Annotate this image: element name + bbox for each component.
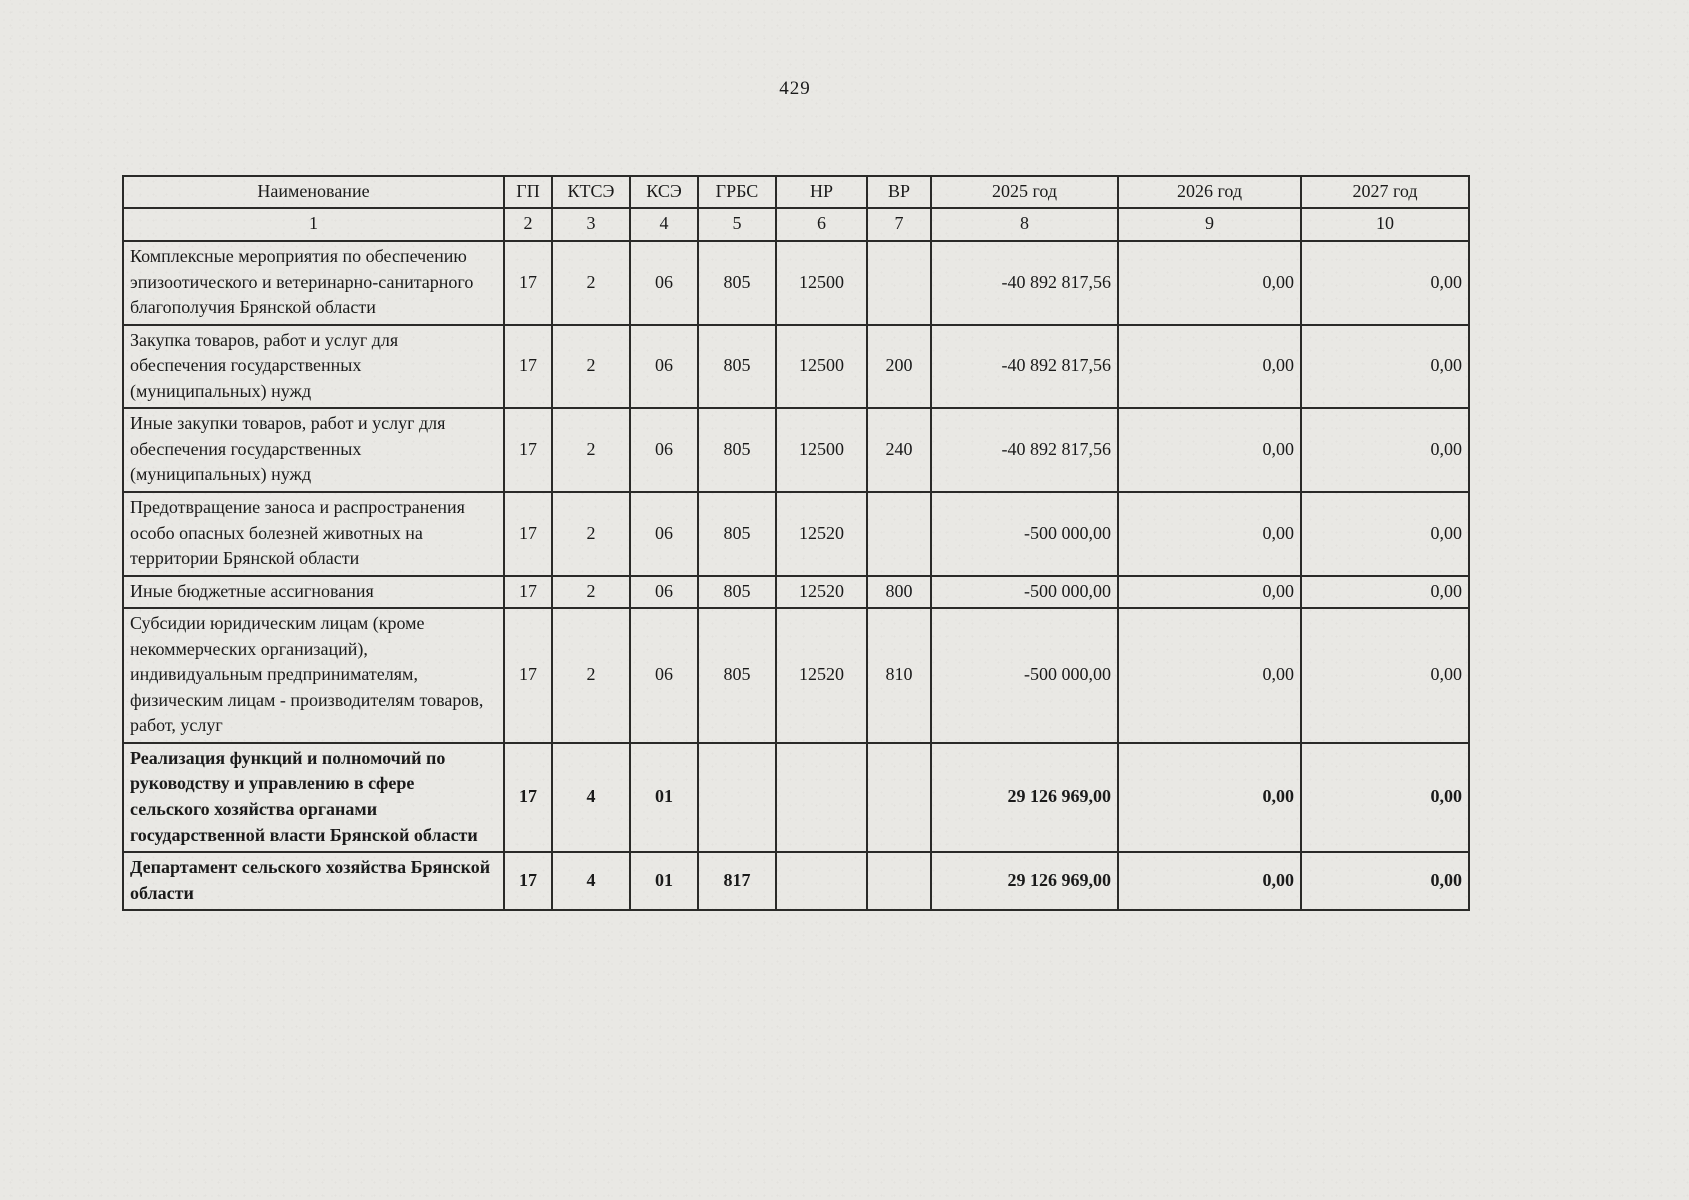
cell-2026: 0,00 — [1118, 492, 1301, 576]
table-row — [123, 852, 1469, 910]
cell-vr — [867, 492, 931, 576]
cell-vr: 240 — [867, 408, 931, 492]
column-header: НР — [776, 176, 867, 208]
column-number: 6 — [776, 208, 867, 242]
cell-grbs: 805 — [698, 608, 776, 743]
column-number: 2 — [504, 208, 552, 242]
column-number: 9 — [1118, 208, 1301, 242]
cell-nr: 12520 — [776, 576, 867, 609]
cell-2025: 29 126 969,00 — [931, 852, 1118, 910]
cell-name: Иные закупки товаров, работ и услуг для обеспечения государственных (муниципальных) нужд — [123, 408, 504, 492]
column-number: 1 — [123, 208, 504, 242]
cell-2027: 0,00 — [1301, 852, 1469, 910]
cell-nr: 12500 — [776, 408, 867, 492]
table-row — [123, 492, 1469, 576]
column-header: Наименование — [123, 176, 504, 208]
cell-ktse: 4 — [552, 852, 630, 910]
column-header: ВР — [867, 176, 931, 208]
cell-nr: 12500 — [776, 241, 867, 325]
cell-2026: 0,00 — [1118, 576, 1301, 609]
page-number: 429 — [779, 78, 811, 99]
cell-2025: 29 126 969,00 — [931, 743, 1118, 852]
cell-2026: 0,00 — [1118, 241, 1301, 325]
cell-2027: 0,00 — [1301, 743, 1469, 852]
header-row — [123, 176, 1469, 208]
cell-gp: 17 — [504, 852, 552, 910]
cell-2025: -40 892 817,56 — [931, 325, 1118, 409]
cell-nr: 12520 — [776, 608, 867, 743]
cell-grbs: 805 — [698, 325, 776, 409]
cell-2026: 0,00 — [1118, 325, 1301, 409]
cell-gp: 17 — [504, 743, 552, 852]
cell-grbs: 817 — [698, 852, 776, 910]
cell-ktse: 2 — [552, 325, 630, 409]
cell-nr — [776, 852, 867, 910]
cell-grbs: 805 — [698, 492, 776, 576]
cell-name: Комплексные мероприятия по обеспечению эпизоотического и ветеринарно-санитарного благополучия Брянской области — [123, 241, 504, 325]
cell-name: Департамент сельского хозяйства Брянской области — [123, 852, 504, 910]
table-row — [123, 743, 1469, 852]
cell-vr: 810 — [867, 608, 931, 743]
cell-2027: 0,00 — [1301, 576, 1469, 609]
cell-grbs: 805 — [698, 576, 776, 609]
cell-gp: 17 — [504, 241, 552, 325]
cell-2027: 0,00 — [1301, 492, 1469, 576]
cell-gp: 17 — [504, 492, 552, 576]
cell-gp: 17 — [504, 608, 552, 743]
column-header: ГРБС — [698, 176, 776, 208]
cell-vr — [867, 241, 931, 325]
cell-kse: 01 — [630, 852, 698, 910]
table-row — [123, 576, 1469, 609]
cell-ktse: 2 — [552, 408, 630, 492]
cell-nr: 12500 — [776, 325, 867, 409]
cell-kse: 06 — [630, 408, 698, 492]
cell-name: Предотвращение заноса и распространения особо опасных болезней животных на территории Брянской области — [123, 492, 504, 576]
cell-2026: 0,00 — [1118, 408, 1301, 492]
table-row — [123, 241, 1469, 325]
cell-ktse: 2 — [552, 492, 630, 576]
cell-kse: 06 — [630, 576, 698, 609]
column-number: 7 — [867, 208, 931, 242]
column-header: 2025 год — [931, 176, 1118, 208]
cell-name: Иные бюджетные ассигнования — [123, 576, 504, 609]
cell-2026: 0,00 — [1118, 608, 1301, 743]
column-number: 10 — [1301, 208, 1469, 242]
cell-ktse: 2 — [552, 576, 630, 609]
cell-2027: 0,00 — [1301, 325, 1469, 409]
cell-vr: 200 — [867, 325, 931, 409]
table-row — [123, 608, 1469, 743]
cell-name: Реализация функций и полномочий по руководству и управлению в сфере сельского хозяйства органами государственной власти Брянской области — [123, 743, 504, 852]
cell-name: Субсидии юридическим лицам (кроме некоммерческих организаций), индивидуальным предпринимателям, физическим лицам - производителям товаров, работ, услуг — [123, 608, 504, 743]
cell-gp: 17 — [504, 408, 552, 492]
cell-grbs: 805 — [698, 408, 776, 492]
cell-2026: 0,00 — [1118, 743, 1301, 852]
cell-2025: -500 000,00 — [931, 608, 1118, 743]
cell-ktse: 2 — [552, 241, 630, 325]
cell-nr: 12520 — [776, 492, 867, 576]
column-header: КСЭ — [630, 176, 698, 208]
cell-nr — [776, 743, 867, 852]
column-header: 2026 год — [1118, 176, 1301, 208]
cell-2025: -40 892 817,56 — [931, 241, 1118, 325]
cell-kse: 01 — [630, 743, 698, 852]
column-number: 3 — [552, 208, 630, 242]
cell-2027: 0,00 — [1301, 241, 1469, 325]
cell-kse: 06 — [630, 608, 698, 743]
column-header: ГП — [504, 176, 552, 208]
table-row — [123, 408, 1469, 492]
cell-kse: 06 — [630, 492, 698, 576]
cell-vr: 800 — [867, 576, 931, 609]
column-number: 4 — [630, 208, 698, 242]
cell-gp: 17 — [504, 576, 552, 609]
cell-name: Закупка товаров, работ и услуг для обеспечения государственных (муниципальных) нужд — [123, 325, 504, 409]
column-number-row — [123, 208, 1469, 242]
budget-table — [122, 175, 1470, 911]
cell-2027: 0,00 — [1301, 408, 1469, 492]
column-header: 2027 год — [1301, 176, 1469, 208]
cell-2027: 0,00 — [1301, 608, 1469, 743]
cell-grbs: 805 — [698, 241, 776, 325]
cell-kse: 06 — [630, 241, 698, 325]
cell-ktse: 2 — [552, 608, 630, 743]
cell-vr — [867, 852, 931, 910]
cell-ktse: 4 — [552, 743, 630, 852]
cell-gp: 17 — [504, 325, 552, 409]
column-number: 5 — [698, 208, 776, 242]
cell-2025: -500 000,00 — [931, 576, 1118, 609]
cell-kse: 06 — [630, 325, 698, 409]
cell-2026: 0,00 — [1118, 852, 1301, 910]
cell-2025: -40 892 817,56 — [931, 408, 1118, 492]
cell-2025: -500 000,00 — [931, 492, 1118, 576]
column-number: 8 — [931, 208, 1118, 242]
cell-grbs — [698, 743, 776, 852]
cell-vr — [867, 743, 931, 852]
table-row — [123, 325, 1469, 409]
table-header — [123, 176, 1469, 241]
column-header: КТСЭ — [552, 176, 630, 208]
table-body — [123, 241, 1469, 910]
